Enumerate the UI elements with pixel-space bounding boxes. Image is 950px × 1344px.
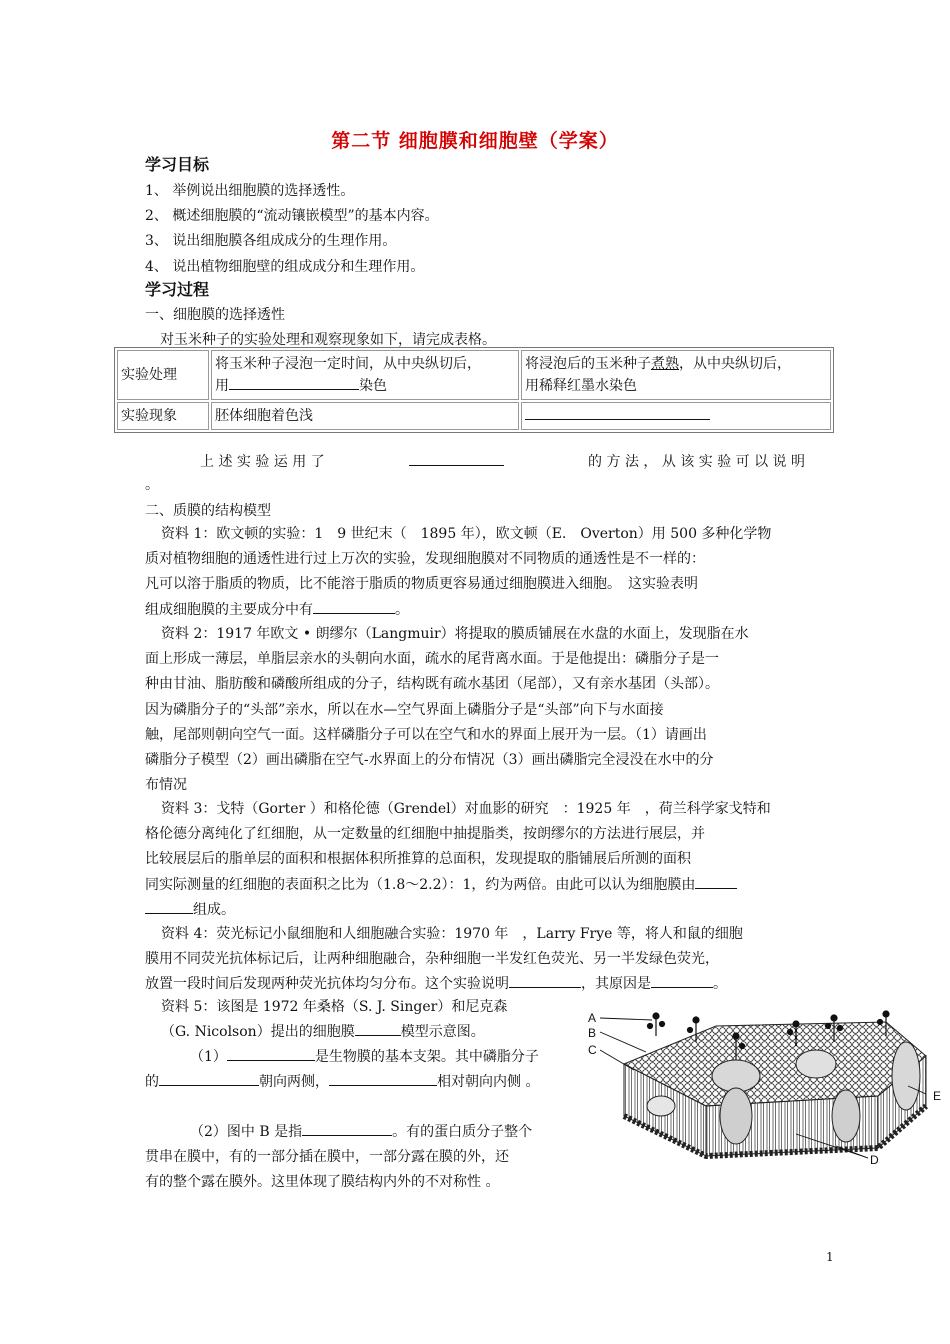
figure-label: E (933, 1089, 942, 1103)
table-row (117, 402, 831, 430)
answer-blank[interactable] (329, 1071, 437, 1086)
table-cell (521, 350, 831, 400)
line-text: 朝向两侧， (259, 1074, 329, 1090)
answer-blank[interactable] (355, 1021, 401, 1036)
section-1-intro: 对玉米种子的实验处理和观察现象如下，请完成表格。 (160, 332, 496, 348)
line-text: （G. Nicolson）提出的细胞膜 (161, 1024, 355, 1040)
paragraph-line: 凡可以溶于脂质的物质，比不能溶于脂质的物质更容易通过细胞膜进入细胞。 这实验表明 (145, 576, 698, 593)
membrane-model-figure (586, 1006, 946, 1176)
paragraph-line: 种由甘油、脂肪酸和磷酸所组成的分子，结构既有疏水基团（尾部），又有亲水基团（头部）。 (145, 676, 719, 693)
paragraph-line: 面上形成一薄层，单脂层亲水的头朝向水面，疏水的尾背离水面。于是他提出：磷脂分子是一 (145, 651, 719, 668)
answer-blank[interactable] (525, 405, 710, 420)
cell-text-underlined: 煮熟 (651, 356, 679, 372)
line-text: ，其原因是 (581, 976, 651, 993)
goal-item: 4、 说出植物细胞壁的组成成分和生理作用。 (145, 259, 425, 275)
goals-heading: 学习目标 (145, 155, 210, 174)
figure-label: D (870, 1153, 879, 1167)
paragraph-line: 资料 3：戈特（Gorter ）和格伦德（Grendel）对血影的研究 ：1925 年 ，荷兰科学家戈特和 (161, 801, 771, 817)
answer-blank[interactable] (695, 874, 737, 889)
material-5-line (161, 1021, 485, 1041)
line-text: 。 (395, 601, 409, 618)
answer-blank[interactable] (159, 1071, 259, 1086)
cell-line (525, 353, 827, 375)
table-cell: 胚体细胞着色浅 (211, 402, 519, 430)
cell-text: ，从中央纵切后， (679, 356, 791, 372)
goal-item: 1、 举例说出细胞膜的选择透性。 (145, 183, 355, 199)
material-1 (145, 522, 805, 623)
row-label: 实验现象 (117, 402, 209, 430)
row-label: 实验处理 (117, 350, 209, 400)
paragraph-line: 质对植物细胞的通透性进行过上万次的实验，发现细胞膜对不同物质的通透性是不一样的： (145, 551, 705, 568)
paragraph-line (145, 598, 805, 623)
line-text: 组成。 (193, 901, 235, 918)
cell-text: 染色 (359, 378, 387, 394)
question-1-line (190, 1046, 539, 1066)
paragraph-line: 触，尾部则朝向空气一面。这样磷脂分子可以在空气和水的界面上展开为一层。（1）请画出 (145, 726, 707, 743)
after-table-sentence (200, 451, 805, 471)
cell-line: 将玉米种子浸泡一定时间，从中央纵切后， (215, 356, 481, 372)
paragraph-line: 资料 1：欧文顿的实验：1 9 世纪末（ 1895 年），欧文顿（E. Overton）用 500 多种化学物 (161, 526, 772, 542)
answer-blank[interactable] (313, 599, 395, 614)
paragraph-line: 布情况 (145, 777, 187, 794)
table-row (117, 350, 831, 400)
question-2-line (190, 1121, 532, 1141)
answer-blank[interactable] (302, 1121, 392, 1136)
cell-line (215, 375, 515, 397)
paragraph-line (145, 873, 805, 898)
material-4 (145, 922, 805, 998)
line-text: 相对朝向内侧 。 (437, 1074, 540, 1090)
answer-blank[interactable] (651, 973, 713, 988)
answer-blank[interactable] (409, 451, 504, 466)
sentence-part: 上 述 实 验 运 用 了 (200, 454, 325, 470)
paragraph-line (145, 972, 805, 997)
answer-blank[interactable] (227, 1046, 315, 1061)
line-text: （2）图中 B 是指 (190, 1124, 303, 1140)
figure-label: A (588, 1011, 597, 1025)
section-1-title: 一、细胞膜的选择透性 (145, 307, 285, 323)
paragraph-line: 资料 4：荧光标记小鼠细胞和人细胞融合实验：1970 年 ，Larry Frye 等，将人和鼠的细胞 (161, 926, 743, 942)
cell-text: 将浸泡后的玉米种子 (525, 356, 651, 372)
line-text: 是生物膜的基本支架。其中磷脂分子 (314, 1049, 539, 1065)
material-3 (145, 797, 805, 923)
line-text: （1） (190, 1049, 227, 1065)
question-2-line: 有的整个露在膜外。这里体现了膜结构内外的不对称性 。 (145, 1174, 500, 1190)
sentence-part: 的 方 法 ， 从 该 实 验 可 以 说 明 (588, 454, 805, 470)
experiment-table (114, 347, 834, 433)
line-text: 放置一段时间后发现两种荧光抗体均匀分布。这个实验说明 (145, 976, 509, 993)
goal-item: 3、 说出细胞膜各组成成分的生理作用。 (145, 233, 397, 249)
table-cell (211, 350, 519, 400)
answer-blank[interactable] (145, 899, 193, 914)
goal-item: 2、 概述细胞膜的“流动镶嵌模型”的基本内容。 (145, 208, 439, 224)
page-title: 第二节 细胞膜和细胞壁（学案） (331, 130, 619, 152)
material-5-line: 资料 5：该图是 1972 年桑格（S. J. Singer）和尼克森 (161, 999, 508, 1015)
question-2-line: 贯串在膜中，有的一部分插在膜中，一部分露在膜的外，还 (145, 1149, 509, 1165)
paragraph-line: 因为磷脂分子的“头部”亲水，所以在水—空气界面上磷脂分子是“头部”向下与水面接 (145, 701, 664, 718)
figure-label: B (588, 1026, 597, 1040)
line-text: 。 (713, 976, 727, 993)
page-number: 1 (826, 1250, 834, 1264)
paragraph-line: 比较展层后的脂单层的面积和根据体积所推算的总面积，发现提取的脂铺展后所测的面积 (145, 851, 691, 868)
table-cell (521, 402, 831, 430)
paragraph-line (145, 898, 805, 923)
paragraph-line: 资料 2：1917 年欧文 • 朗缪尔（Langmuir）将提取的膜质铺展在水盘的水面上，发现脂在水 (161, 626, 749, 642)
answer-blank[interactable] (509, 973, 581, 988)
line-text: 同实际测量的红细胞的表面积之比为（1.8～2.2）：1，约为两倍。由此可以认为细胞膜由 (145, 876, 696, 893)
process-heading: 学习过程 (145, 280, 210, 299)
line-text: 。有的蛋白质分子整个 (392, 1124, 533, 1140)
line-text: 模型示意图。 (400, 1024, 485, 1040)
paragraph-line: 膜用不同荧光抗体标记后，让两种细胞融合，杂种细胞一半发红色荧光、另一半发绿色荧光， (145, 951, 719, 968)
cell-text: 用 (215, 378, 229, 394)
paragraph-line: 格伦德分离纯化了红细胞，从一定数量的红细胞中抽提脂类，按朗缪尔的方法进行展层，并 (145, 826, 705, 843)
line-text: 的 (145, 1074, 159, 1090)
section-2-title: 二、质膜的结构模型 (145, 503, 271, 519)
material-2 (145, 622, 805, 798)
paragraph-line: 磷脂分子模型（2）画出磷脂在空气-水界面上的分布情况（3）画出磷脂完全浸没在水中的分 (145, 752, 714, 769)
cell-line: 用稀释红墨水染色 (525, 378, 637, 394)
line-text: 组成细胞膜的主要成分中有 (145, 601, 313, 618)
sentence-end: 。 (145, 477, 159, 493)
question-1-line (145, 1071, 539, 1091)
figure-label: C (588, 1043, 597, 1057)
answer-blank[interactable] (229, 375, 359, 390)
